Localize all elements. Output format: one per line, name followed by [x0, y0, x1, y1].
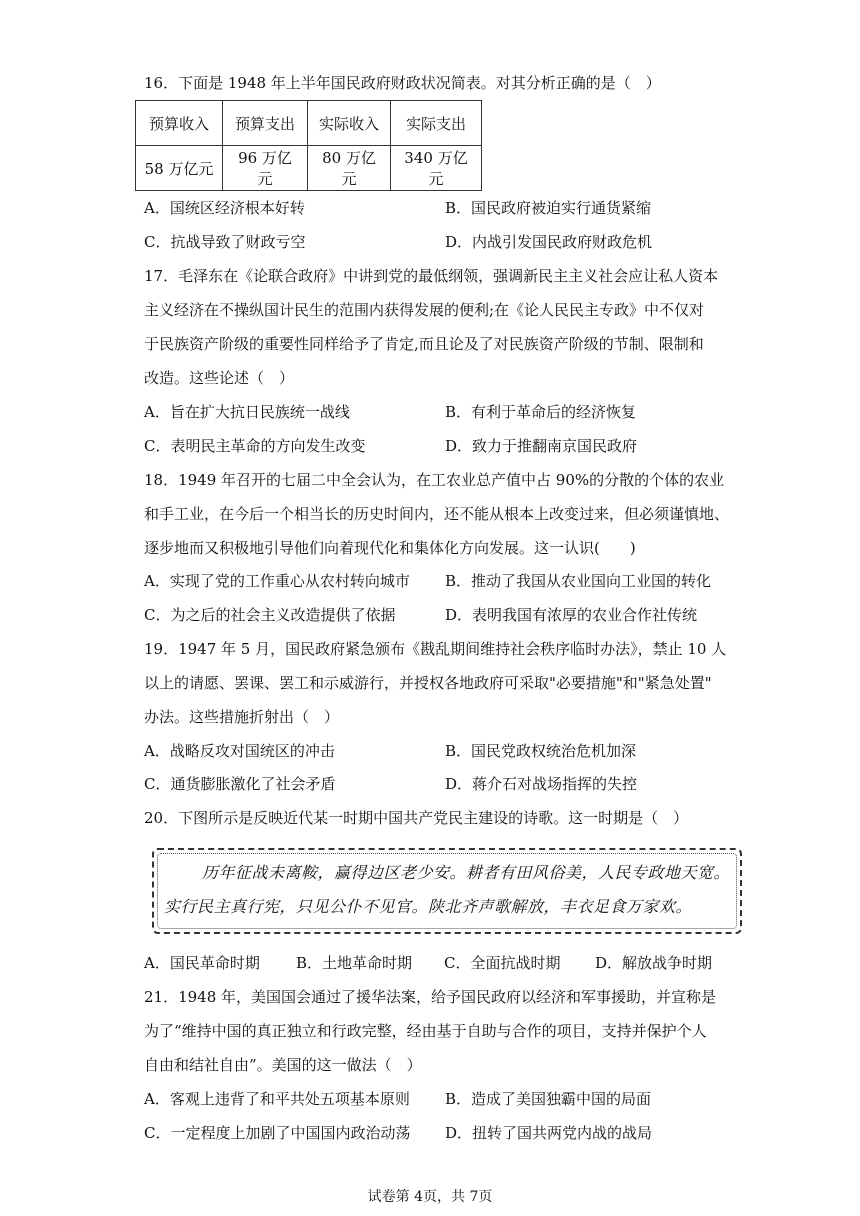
- poem-figure: [152, 848, 742, 934]
- option-c[interactable]: C．全面抗战时期: [444, 954, 561, 972]
- question-17-stem-line: 17．毛泽东在《论联合政府》中讲到党的最低纲领，强调新民主主义社会应让私人资本: [144, 267, 719, 285]
- option-c[interactable]: C．一定程度上加剧了中国国内政治动荡: [144, 1124, 411, 1142]
- page-footer: 试卷第 4页，共 7页: [367, 1189, 493, 1205]
- poem-line: 历年征战未离鞍，赢得边区老少安。耕者有田风俗美，人民专政地天宽。: [202, 863, 731, 882]
- option-c[interactable]: C．表明民主革命的方向发生改变: [144, 437, 366, 455]
- option-a[interactable]: A．国民革命时期: [144, 954, 260, 972]
- table-header-cell: 实际支出: [391, 101, 482, 146]
- question-18-stem-line: 和手工业，在今后一个相当长的历史时间内，还不能从根本上改变过来，但必须谨慎地、: [144, 505, 730, 523]
- option-b[interactable]: B．国民政府被迫实行通货紧缩: [445, 199, 652, 217]
- table-value-cell: 96 万亿元: [223, 146, 308, 191]
- table-header-cell: 预算收入: [136, 101, 223, 146]
- question-17-stem-line: 主义经济在不操纵国计民生的范围内获得发展的便利;在《论人民民主专政》中不仅对: [144, 301, 705, 319]
- table-header-cell: 预算支出: [223, 101, 308, 146]
- question-21-stem-line: 21．1948 年，美国国会通过了援华法案，给予国民政府以经济和军事援助，并宣称是: [144, 988, 717, 1006]
- option-d[interactable]: D．解放战争时期: [595, 954, 713, 972]
- question-18-stem-line: 18．1949 年召开的七届二中全会认为，在工农业总产值中占 90%的分散的个体的农业: [144, 471, 725, 489]
- option-a[interactable]: A．战略反攻对国统区的冲击: [144, 742, 335, 760]
- question-19-stem-line: 19．1947 年 5 月，国民政府紧急颁布《戡乱期间维持社会秩序临时办法》，禁止 10 人: [144, 640, 727, 658]
- question-20-stem: 20．下图所示是反映近代某一时期中国共产党民主建设的诗歌。这一时期是（ ）: [144, 809, 689, 827]
- option-b[interactable]: B．造成了美国独霸中国的局面: [445, 1090, 652, 1108]
- option-b[interactable]: B．有利于革命后的经济恢复: [445, 403, 637, 421]
- finance-table: [135, 100, 482, 191]
- question-21-stem-line: 自由和结社自由”。美国的这一做法（ ）: [144, 1056, 422, 1074]
- option-d[interactable]: D．蒋介石对战场指挥的失控: [445, 775, 638, 793]
- option-d[interactable]: D．扭转了国共两党内战的战局: [445, 1124, 653, 1142]
- option-b[interactable]: B．推动了我国从农业国向工业国的转化: [445, 572, 712, 590]
- option-d[interactable]: D．表明我国有浓厚的农业合作社传统: [445, 606, 698, 624]
- table-value-cell: 340 万亿元: [391, 146, 482, 191]
- option-d[interactable]: D．致力于推翻南京国民政府: [445, 437, 638, 455]
- option-a[interactable]: A．旨在扩大抗日民族统一战线: [144, 403, 350, 421]
- option-c[interactable]: C．抗战导致了财政亏空: [144, 233, 306, 251]
- table-value-cell: 58 万亿元: [136, 146, 223, 191]
- option-d[interactable]: D．内战引发国民政府财政危机: [445, 233, 653, 251]
- option-b[interactable]: B．土地革命时期: [296, 954, 413, 972]
- poem-line: 实行民主真行宪，只见公仆不见官。陕北齐声歌解放，丰衣足食万家欢。: [164, 897, 693, 916]
- question-19-stem-line: 以上的请愿、罢课、罢工和示威游行，并授权各地政府可采取"必要措施"和"紧急处置": [144, 674, 712, 692]
- option-c[interactable]: C．通货膨胀激化了社会矛盾: [144, 775, 336, 793]
- option-c[interactable]: C．为之后的社会主义改造提供了依据: [144, 606, 396, 624]
- option-a[interactable]: A．客观上违背了和平共处五项基本原则: [144, 1090, 410, 1108]
- question-17-stem-line: 改造。这些论述（ ）: [144, 369, 295, 387]
- option-a[interactable]: A．国统区经济根本好转: [144, 199, 305, 217]
- question-18-stem-line: 逐步地而又积极地引导他们向着现代化和集体化方向发展。这一认识( ): [144, 539, 636, 557]
- question-21-stem-line: 为了“维持中国的真正独立和行政完整，经由基于自助与合作的项目，支持并保护个人: [144, 1022, 707, 1040]
- question-19-stem-line: 办法。这些措施折射出（ ）: [144, 708, 340, 726]
- table-value-cell: 80 万亿元: [308, 146, 391, 191]
- option-a[interactable]: A．实现了党的工作重心从农村转向城市: [144, 572, 410, 590]
- option-b[interactable]: B．国民党政权统治危机加深: [445, 742, 637, 760]
- question-17-stem-line: 于民族资产阶级的重要性同样给予了肯定,而且论及了对民族资产阶级的节制、限制和: [144, 335, 704, 353]
- table-header-cell: 实际收入: [308, 101, 391, 146]
- question-16-stem: 16．下面是 1948 年上半年国民政府财政状况简表。对其分析正确的是（ ）: [144, 74, 661, 92]
